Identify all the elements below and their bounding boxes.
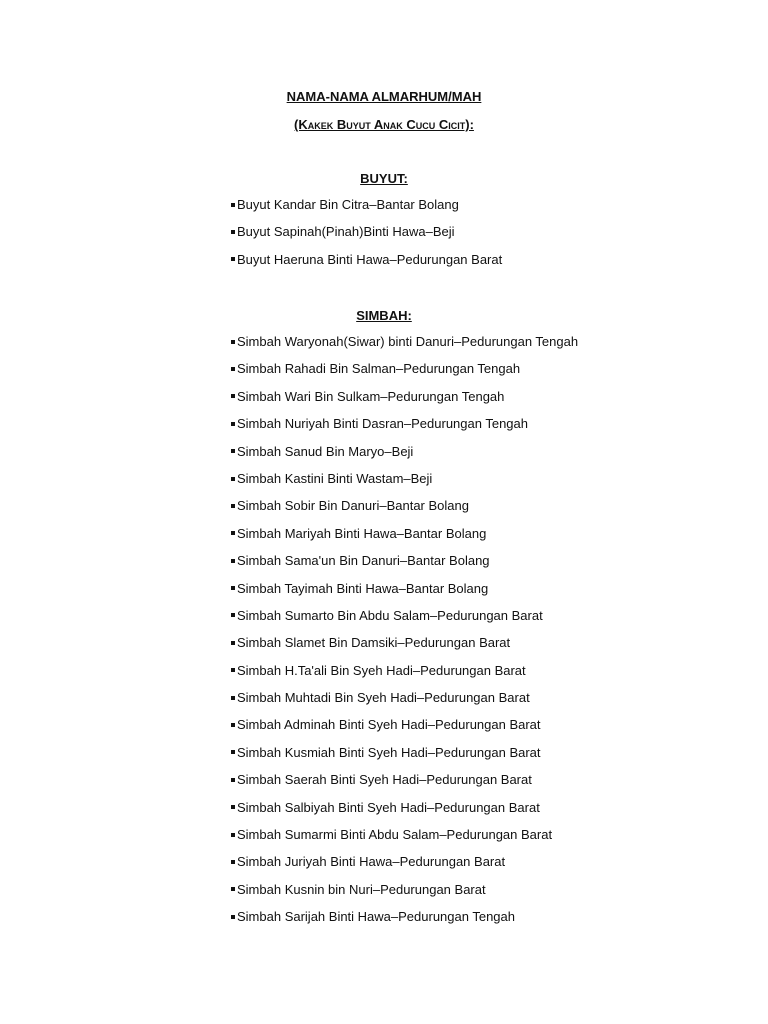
- list-item-text: Simbah Slamet Bin Damsiki–Pedurungan Barat: [237, 635, 511, 651]
- bullet-icon: [231, 641, 235, 645]
- bullet-icon: [231, 230, 235, 234]
- list-item-text: Buyut Kandar Bin Citra–Bantar Bolang: [237, 197, 459, 212]
- list-item: [231, 389, 578, 416]
- list-item: [231, 882, 578, 909]
- bullet-icon: [231, 723, 235, 727]
- bullet-icon: [231, 668, 235, 672]
- bullet-icon: [231, 860, 235, 864]
- list-item-text: Simbah Tayimah Binti Hawa–Bantar Bolang: [237, 580, 489, 596]
- list-item: [231, 827, 578, 854]
- list-item: [231, 663, 578, 690]
- bullet-icon: [231, 449, 235, 453]
- list-item: [231, 690, 578, 717]
- list-item: [231, 444, 578, 471]
- list-item-text: Simbah Sarijah Binti Hawa–Pedurungan Tengah: [237, 909, 516, 925]
- list-item: [231, 361, 578, 388]
- list-item-text: Buyut Haeruna Binti Hawa–Pedurungan Barat: [237, 251, 503, 267]
- list-item: [231, 635, 578, 662]
- bullet-icon: [231, 805, 235, 809]
- list-item: [231, 608, 578, 635]
- list-item: [231, 717, 578, 744]
- bullet-icon: [231, 778, 235, 782]
- bullet-icon: [231, 915, 235, 919]
- list-item: [231, 498, 578, 525]
- list-item-text: Simbah Salbiyah Binti Syeh Hadi–Pedurungan Barat: [237, 799, 540, 815]
- list-item-text: Simbah Waryonah(Siwar) binti Danuri–Pedurungan Tengah: [237, 334, 579, 349]
- list-item-text: Simbah H.Ta'ali Bin Syeh Hadi–Pedurungan Barat: [237, 662, 526, 678]
- bullet-icon: [231, 750, 235, 754]
- list-item-text: Simbah Kusnin bin Nuri–Pedurungan Barat: [237, 881, 486, 897]
- list-item-text: Simbah Juriyah Binti Hawa–Pedurungan Barat: [237, 854, 506, 870]
- list-item-text: Simbah Sumarmi Binti Abdu Salam–Pedurungan Barat: [237, 827, 553, 843]
- section-heading-simbah: [230, 307, 538, 325]
- list-item-text: Simbah Kusmiah Binti Syeh Hadi–Pedurungan Barat: [237, 744, 541, 760]
- list-item: [231, 526, 578, 553]
- list-item-text: Simbah Sama'un Bin Danuri–Bantar Bolang: [237, 553, 490, 569]
- bullet-icon: [231, 422, 235, 426]
- bullet-icon: [231, 340, 235, 344]
- bullet-icon: [231, 504, 235, 508]
- document-title-text: NAMA-NAMA ALMARHUM/MAH: [286, 89, 482, 104]
- bullet-icon: [231, 586, 235, 590]
- bullet-icon: [231, 394, 235, 398]
- list-item-text: Simbah Mariyah Binti Hawa–Bantar Bolang: [237, 525, 487, 541]
- list-item: [231, 471, 578, 498]
- buyut-list: [231, 197, 502, 279]
- list-item-text: Simbah Sanud Bin Maryo–Beji: [237, 443, 414, 459]
- section-heading-simbah-text: SIMBAH:: [356, 308, 412, 323]
- simbah-list: [231, 334, 578, 937]
- list-item-text: Simbah Nuriyah Binti Dasran–Pedurungan Tengah: [237, 416, 529, 432]
- section-heading-buyut: [230, 170, 538, 188]
- list-item-text: Simbah Saerah Binti Syeh Hadi–Pedurungan Barat: [237, 772, 532, 788]
- list-item-text: Simbah Sumarto Bin Abdu Salam–Pedurungan Barat: [237, 607, 543, 623]
- list-item: [231, 334, 578, 361]
- bullet-icon: [231, 531, 235, 535]
- list-item: [231, 224, 502, 251]
- document-title: [230, 88, 538, 106]
- list-item-text: Simbah Sobir Bin Danuri–Bantar Bolang: [237, 498, 469, 514]
- section-heading-buyut-text: BUYUT:: [360, 171, 408, 186]
- list-item: [231, 252, 502, 279]
- list-item: [231, 416, 578, 443]
- list-item: [231, 854, 578, 881]
- bullet-icon: [231, 887, 235, 891]
- list-item-text: Simbah Rahadi Bin Salman–Pedurungan Tengah: [237, 361, 521, 377]
- bullet-icon: [231, 613, 235, 617]
- list-item-text: Simbah Kastini Binti Wastam–Beji: [237, 470, 433, 486]
- list-item-text: Buyut Sapinah(Pinah)Binti Hawa–Beji: [237, 224, 455, 240]
- bullet-icon: [231, 203, 235, 207]
- bullet-icon: [231, 833, 235, 837]
- bullet-icon: [231, 257, 235, 261]
- list-item: [231, 581, 578, 608]
- list-item: [231, 772, 578, 799]
- document-subtitle: [230, 116, 538, 134]
- bullet-icon: [231, 696, 235, 700]
- bullet-icon: [231, 477, 235, 481]
- list-item: [231, 745, 578, 772]
- list-item-text: Simbah Muhtadi Bin Syeh Hadi–Pedurungan Barat: [237, 690, 530, 706]
- bullet-icon: [231, 559, 235, 563]
- list-item: [231, 800, 578, 827]
- list-item-text: Simbah Wari Bin Sulkam–Pedurungan Tengah: [237, 388, 505, 404]
- list-item-text: Simbah Adminah Binti Syeh Hadi–Pedurungan Barat: [237, 717, 541, 733]
- list-item: [231, 553, 578, 580]
- document-subtitle-text: (Kakek Buyut Anak Cucu Cicit):: [294, 117, 474, 132]
- bullet-icon: [231, 367, 235, 371]
- list-item: [231, 909, 578, 936]
- list-item: [231, 197, 502, 224]
